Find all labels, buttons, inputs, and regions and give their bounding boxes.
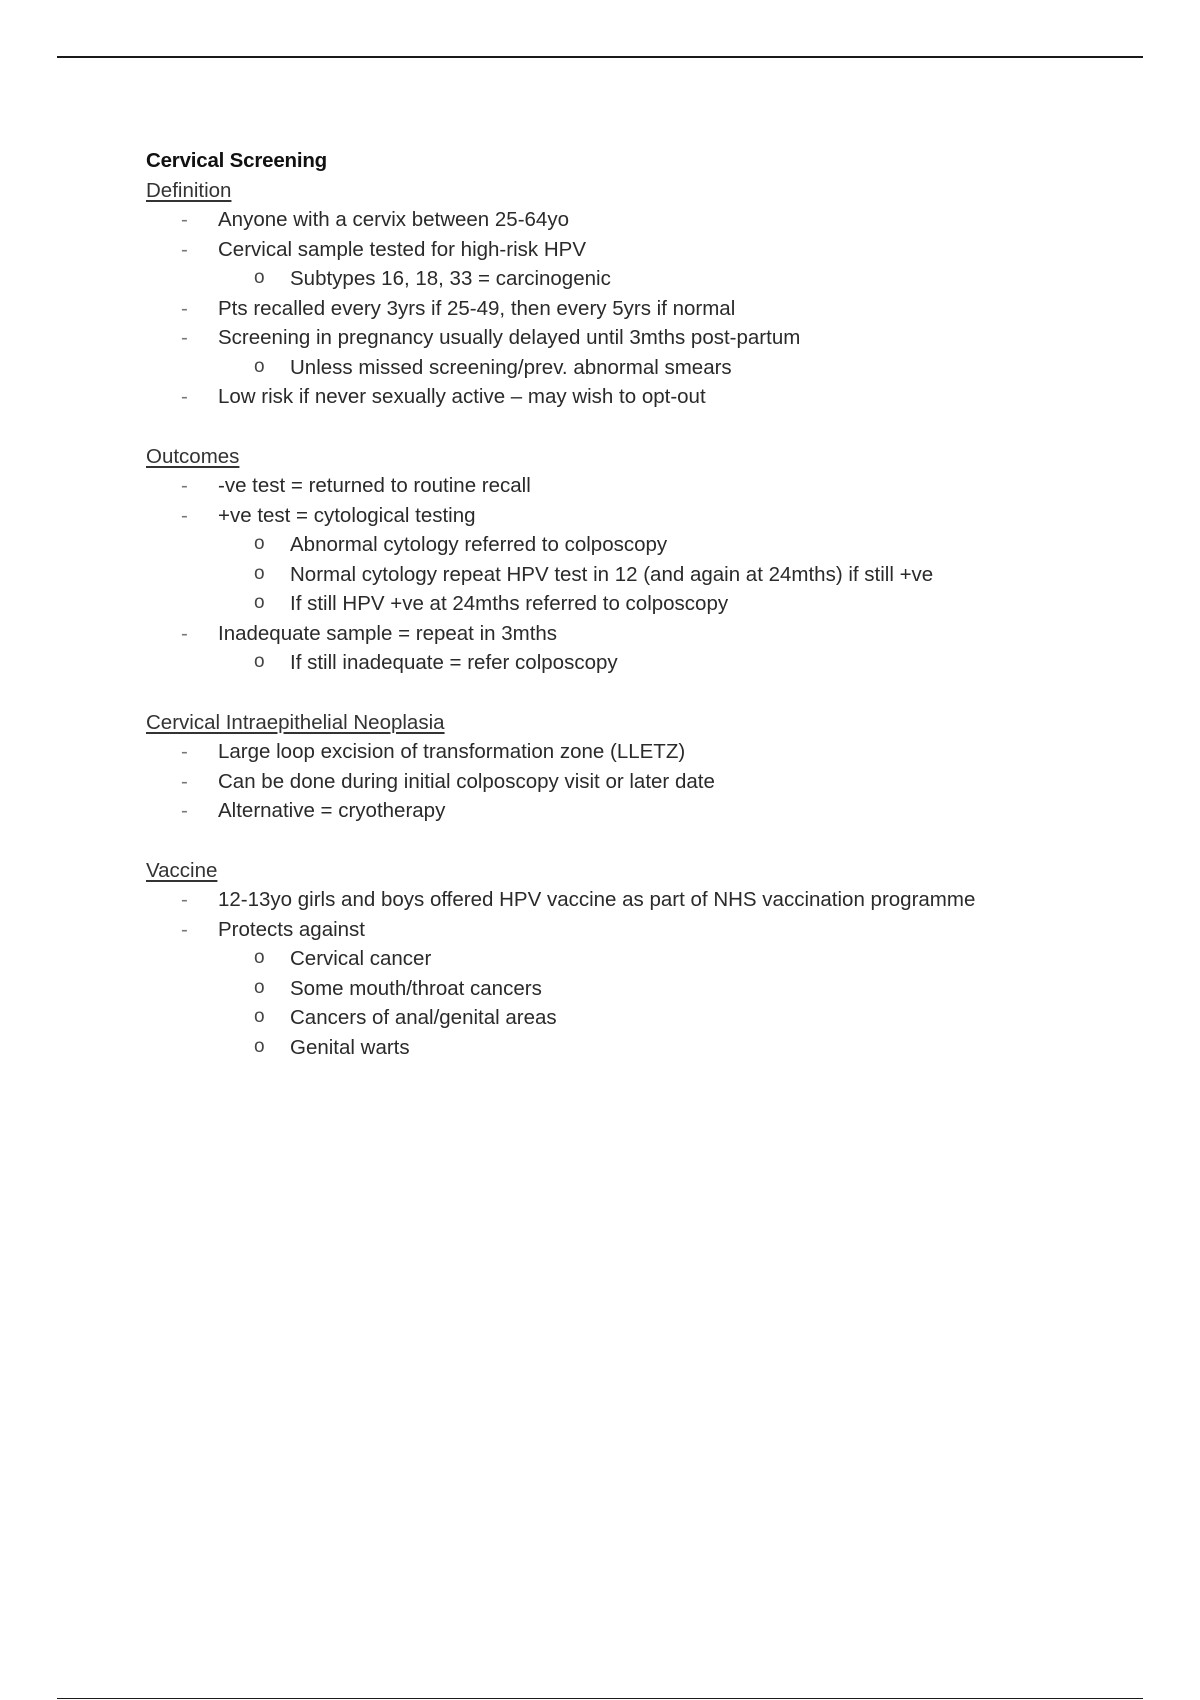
section-outcomes [146, 442, 1106, 678]
list-item-text: Anyone with a cervix between 25-64yo [218, 208, 569, 231]
list-item-text: Cervical sample tested for high-risk HPV [218, 237, 586, 261]
list-item-text: Low risk if never sexually active – may wish to opt-out [218, 385, 706, 408]
list-item-text: Large loop excision of transformation zone (LLETZ) [218, 740, 686, 763]
list-item [146, 205, 1106, 235]
section-heading: Outcomes [146, 444, 240, 468]
section-cin [146, 708, 1106, 826]
list-item [146, 471, 1106, 501]
sub-list-item: o Some mouth/throat cancers [218, 974, 1106, 1004]
bullet-list [146, 471, 1106, 678]
bullet-list [146, 885, 1106, 1062]
list-item-text: Pts recalled every 3yrs if 25-49, then every 5yrs if normal [218, 296, 736, 320]
list-item [146, 501, 1106, 619]
footer-rule [57, 1698, 1143, 1699]
list-item [146, 796, 1106, 826]
list-item-text: 12-13yo girls and boys offered HPV vaccine as part of NHS vaccination programme [218, 888, 976, 911]
document-title: Cervical Screening [146, 149, 327, 172]
list-item-text: +ve test = cytological testing [218, 503, 476, 527]
section-heading: Vaccine [146, 858, 218, 882]
list-item [146, 767, 1106, 797]
list-item [146, 235, 1106, 294]
sub-list [218, 648, 1106, 678]
sub-list-item: o Subtypes 16, 18, 33 = carcinogenic [218, 264, 1106, 294]
list-item [146, 323, 1106, 382]
list-item-text: Alternative = cryotherapy [218, 799, 446, 822]
list-item-text: -ve test = returned to routine recall [218, 474, 531, 497]
sub-list-item: o If still inadequate = refer colposcopy [218, 648, 1106, 678]
document-body [146, 146, 1106, 1062]
header-rule [57, 56, 1143, 58]
sub-list [218, 353, 1106, 383]
sub-list-item: o If still HPV +ve at 24mths referred to colposcopy [218, 589, 1106, 619]
section-definition [146, 176, 1106, 412]
sub-list-item: o Normal cytology repeat HPV test in 12 (and again at 24mths) if still +ve [218, 560, 1106, 590]
section-heading: Definition [146, 178, 232, 202]
list-item [146, 737, 1106, 767]
list-item [146, 915, 1106, 1063]
sub-list [218, 264, 1106, 294]
bullet-list [146, 205, 1106, 412]
sub-list-item: o Unless missed screening/prev. abnormal smears [218, 353, 1106, 383]
sub-list-item: o Abnormal cytology referred to colposcopy [218, 530, 1106, 560]
list-item [146, 885, 1106, 915]
sub-list-item: o Genital warts [218, 1033, 1106, 1063]
list-item-text: Inadequate sample = repeat in 3mths [218, 621, 558, 645]
sub-list [218, 944, 1106, 1062]
list-item [146, 382, 1106, 412]
section-vaccine [146, 856, 1106, 1063]
list-item [146, 294, 1106, 324]
list-item-text: Protects against [218, 917, 365, 941]
section-heading: Cervical Intraepithelial Neoplasia [146, 710, 445, 734]
list-item [146, 619, 1106, 678]
list-item-text: Screening in pregnancy usually delayed until 3mths post-partum [218, 326, 801, 349]
sub-list [218, 530, 1106, 619]
sub-list-item: o Cancers of anal/genital areas [218, 1003, 1106, 1033]
list-item-text: Can be done during initial colposcopy visit or later date [218, 769, 715, 793]
sub-list-item: o Cervical cancer [218, 944, 1106, 974]
bullet-list [146, 737, 1106, 826]
